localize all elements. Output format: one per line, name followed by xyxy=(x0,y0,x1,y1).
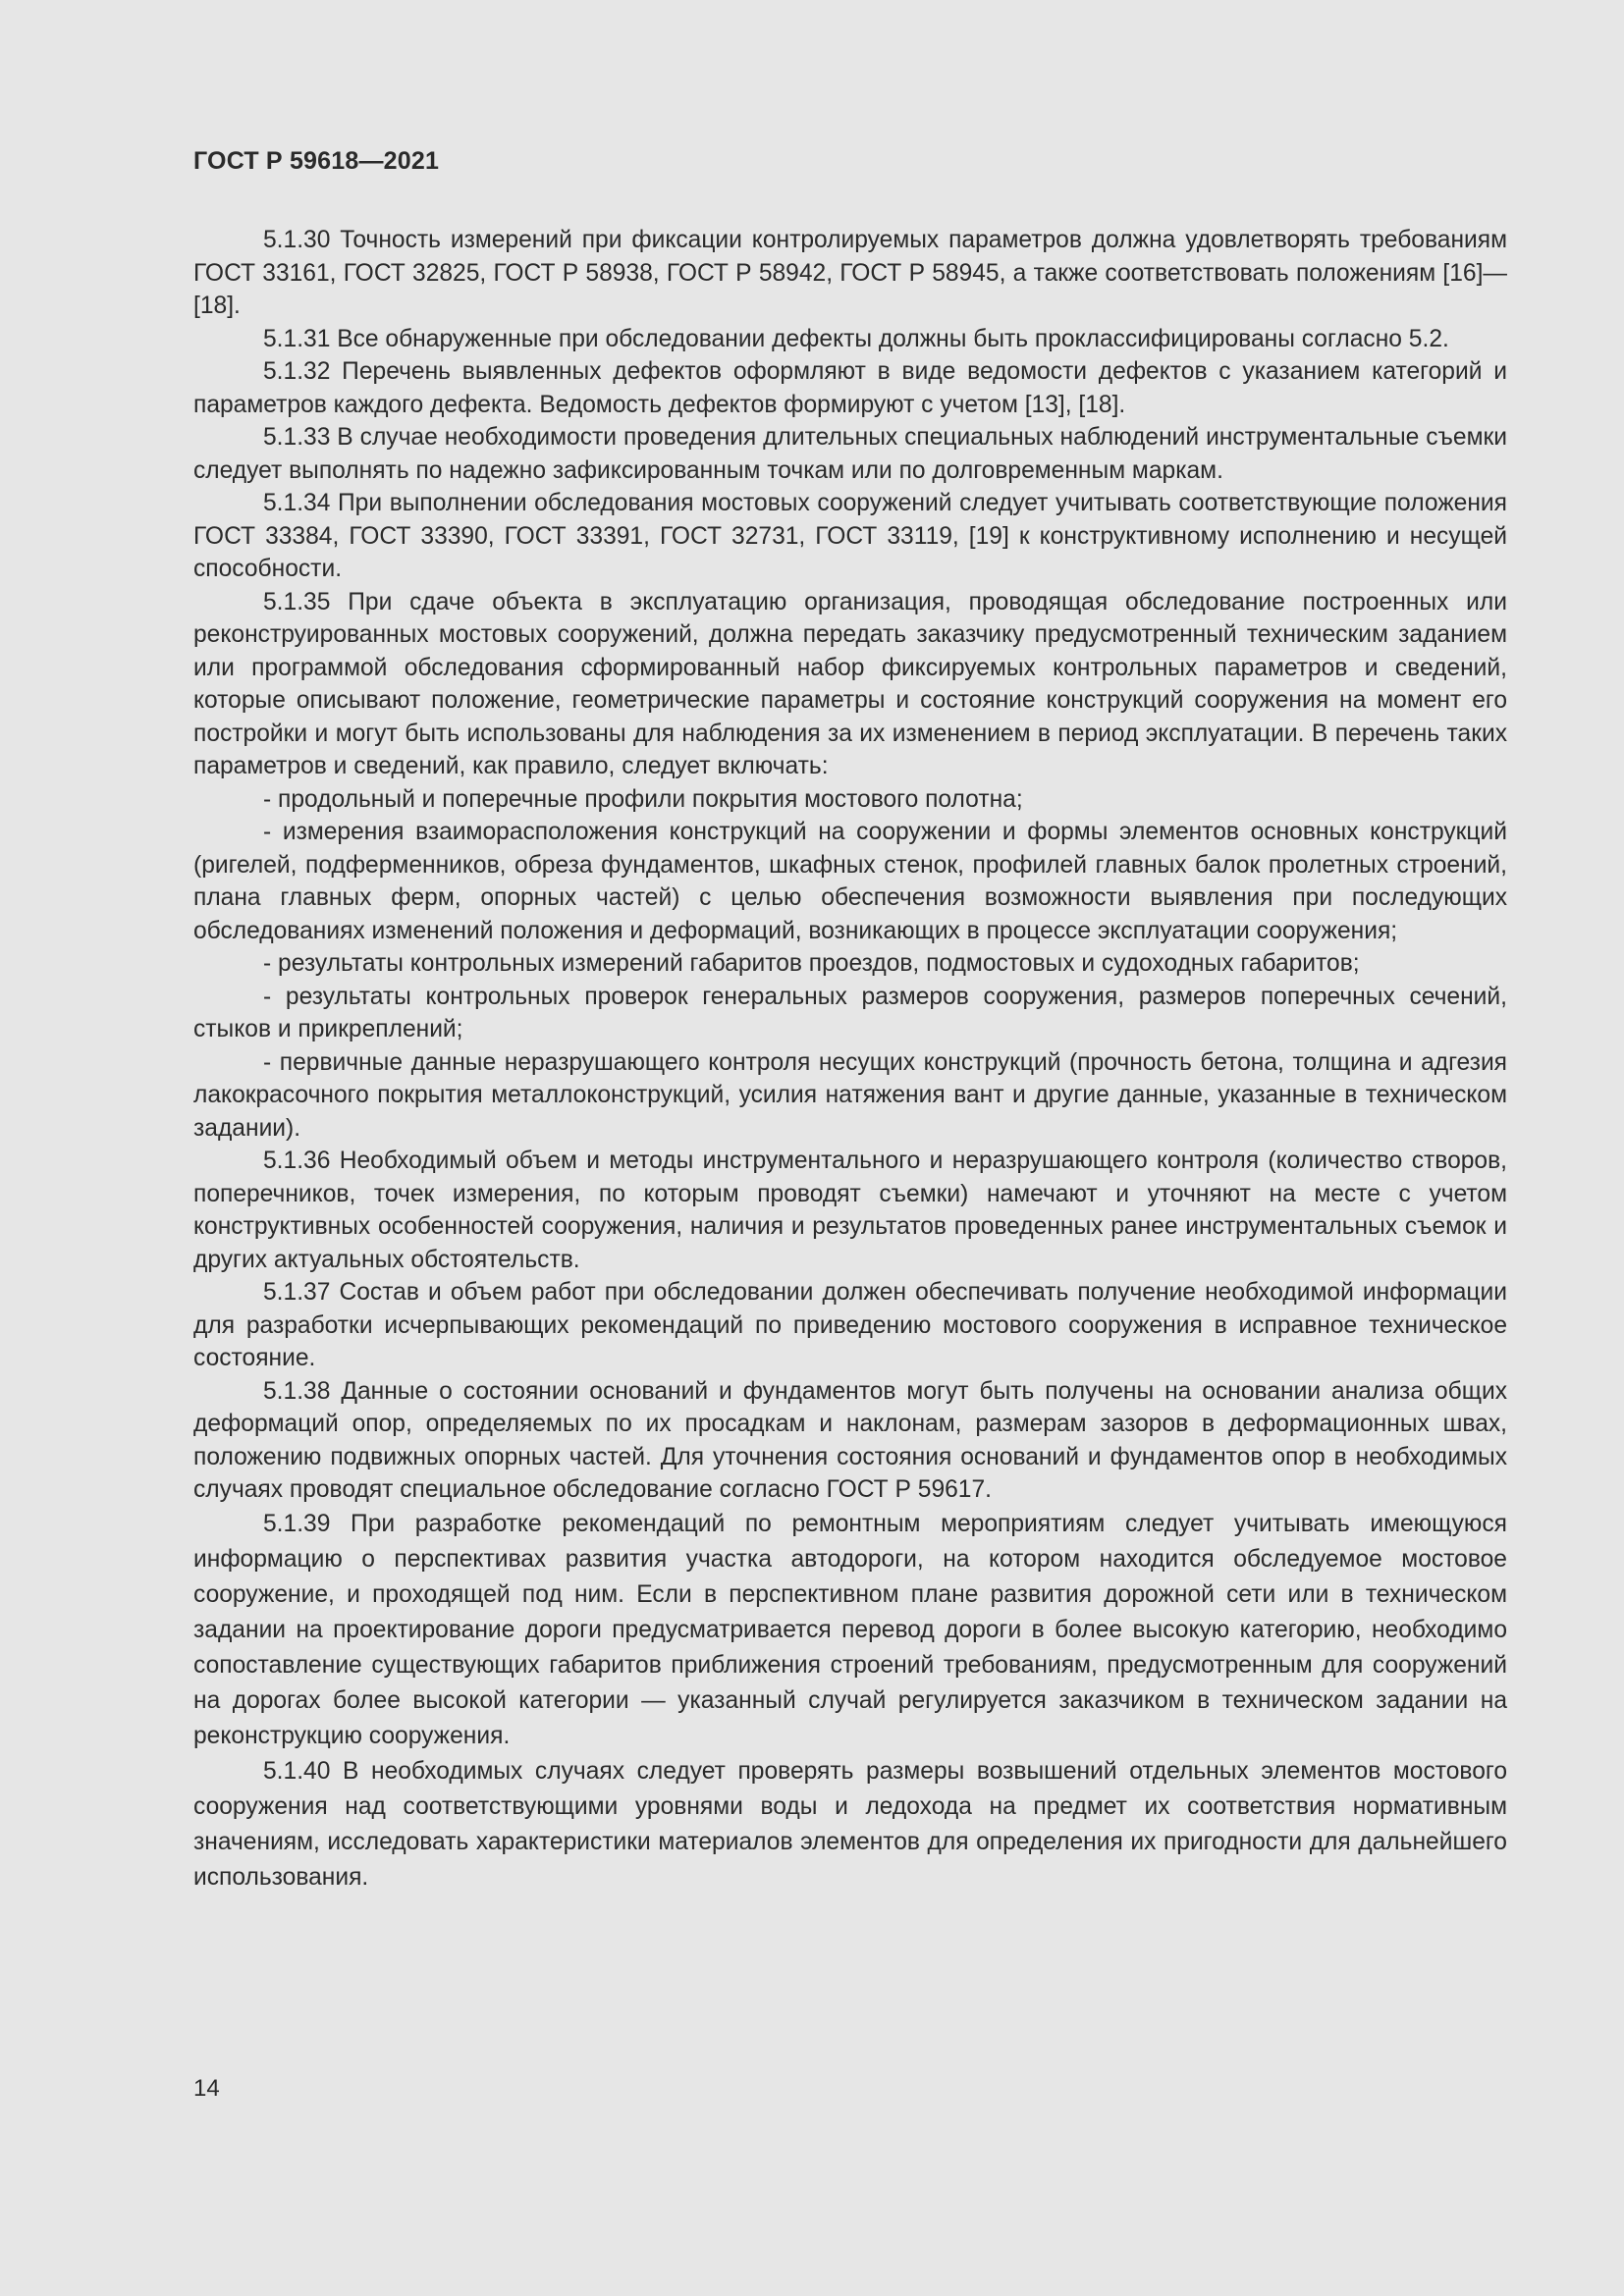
list-item-ndt-data: - первичные данные неразрушающего контроля несущих конструкций (прочность бетона, толщина и адгезия лакокрасочного покрытия металлоконструкций, усилия натяжения вант и другие данные, указанные в техническом задании). xyxy=(193,1048,1507,1142)
paragraph-5-1-33: 5.1.33 В случае необходимости проведения длительных специальных наблюдений инструментальные съемки следует выполнять по надежно зафиксированным точкам или по долговременным маркам. xyxy=(193,424,1507,484)
document-header: ГОСТ Р 59618—2021 xyxy=(193,147,440,175)
paragraph-5-1-38: 5.1.38 Данные о состоянии оснований и фундаментов могут быть получены на основании анализа общих деформаций опор, определяемых по их просадкам и наклонам, размерам зазоров в деформационных швах, положению подвижных опорных частей. Для уточнения состояния оснований и фундаментов опор в необходимых случаях проводят специальное обследование согласно ГОСТ Р 59617. xyxy=(193,1377,1507,1503)
paragraph-5-1-34: 5.1.34 При выполнении обследования мостовых сооружений следует учитывать соответствующие положения ГОСТ 33384, ГОСТ 33390, ГОСТ 33391, ГОСТ 32731, ГОСТ 33119, [19] к конструктивному исполнению и несущей способности. xyxy=(193,490,1507,582)
paragraph-5-1-40: 5.1.40 В необходимых случаях следует проверять размеры возвышений отдельных элементов мостового сооружения над соответствующими уровнями воды и ледохода на предмет их соответствия нормативным значениям, исследовать характеристики материалов элементов для определения их пригодности для дальнейшего использования. xyxy=(193,1757,1507,1891)
list-item-clearances: - результаты контрольных измерений габаритов проездов, подмостовых и судоходных габаритов; xyxy=(263,950,1360,977)
page-number: 14 xyxy=(193,2075,220,2102)
document-body xyxy=(193,224,1507,1896)
list-item-dimensions: - результаты контрольных проверок генеральных размеров сооружения, размеров поперечных сечений, стыков и прикреплений; xyxy=(193,983,1507,1042)
paragraph-5-1-31: 5.1.31 Все обнаруженные при обследовании дефекты должны быть проклассифицированы согласно 5.2. xyxy=(263,325,1449,352)
list-item-measurements: - измерения взаиморасположения конструкций на сооружении и формы элементов основных конструкций (ригелей, подферменников, обреза фундаментов, шкафных стенок, профилей главных балок пролетных строений, плана главных ферм, опорных частей) с целью обеспечения возможности выявления при последующих обследованиях изменений положения и деформаций, возникающих в процессе эксплуатации сооружения; xyxy=(193,819,1507,944)
paragraph-5-1-32: 5.1.32 Перечень выявленных дефектов оформляют в виде ведомости дефектов с указанием категорий и параметров каждого дефекта. Ведомость дефектов формируют с учетом [13], [18]. xyxy=(193,358,1507,418)
paragraph-5-1-37: 5.1.37 Состав и объем работ при обследовании должен обеспечивать получение необходимой информации для разработки исчерпывающих рекомендаций по приведению мостового сооружения в исправное техническое состояние. xyxy=(193,1279,1507,1371)
list-item-profiles: - продольный и поперечные профили покрытия мостового полотна; xyxy=(263,785,1023,813)
paragraph-5-1-36: 5.1.36 Необходимый объем и методы инструментального и неразрушающего контроля (количество створов, поперечников, точек измерения, по которым проводят съемки) намечают и уточняют на месте с учетом конструктивных особенностей сооружения, наличия и результатов проведенных ранее инструментальных съемок и других актуальных обстоятельств. xyxy=(193,1148,1507,1273)
paragraph-5-1-39: 5.1.39 При разработке рекомендаций по ремонтным мероприятиям следует учитывать имеющуюся информацию о перспективах развития участка автодороги, на котором находится обследуемое мостовое сооружение, и проходящей под ним. Если в перспективном плане развития дорожной сети или в техническом задании на проектирование дороги предусматривается перевод дороги в более высокую категорию, необходимо сопоставление существующих габаритов приближения строений требованиям, предусмотренным для сооружений на дорогах более высокой категории — указанный случай регулируется заказчиком в техническом задании на реконструкцию сооружения. xyxy=(193,1510,1507,1749)
paragraph-5-1-35: 5.1.35 При сдаче объекта в эксплуатацию организация, проводящая обследование построенных или реконструированных мостовых сооружений, должна передать заказчику предусмотренный техническим заданием или программой обследования сформированный набор фиксируемых контрольных параметров и сведений, которые описывают положение, геометрические параметры и состояние конструкций сооружения на момент его постройки и могут быть использованы для наблюдения за их изменением в период эксплуатации. В перечень таких параметров и сведений, как правило, следует включать: xyxy=(193,588,1507,779)
paragraph-5-1-30: 5.1.30 Точность измерений при фиксации контролируемых параметров должна удовлетворять требованиям ГОСТ 33161, ГОСТ 32825, ГОСТ Р 58938, ГОСТ Р 58942, ГОСТ Р 58945, а также соответствовать положениям [16]—[18]. xyxy=(193,227,1507,319)
